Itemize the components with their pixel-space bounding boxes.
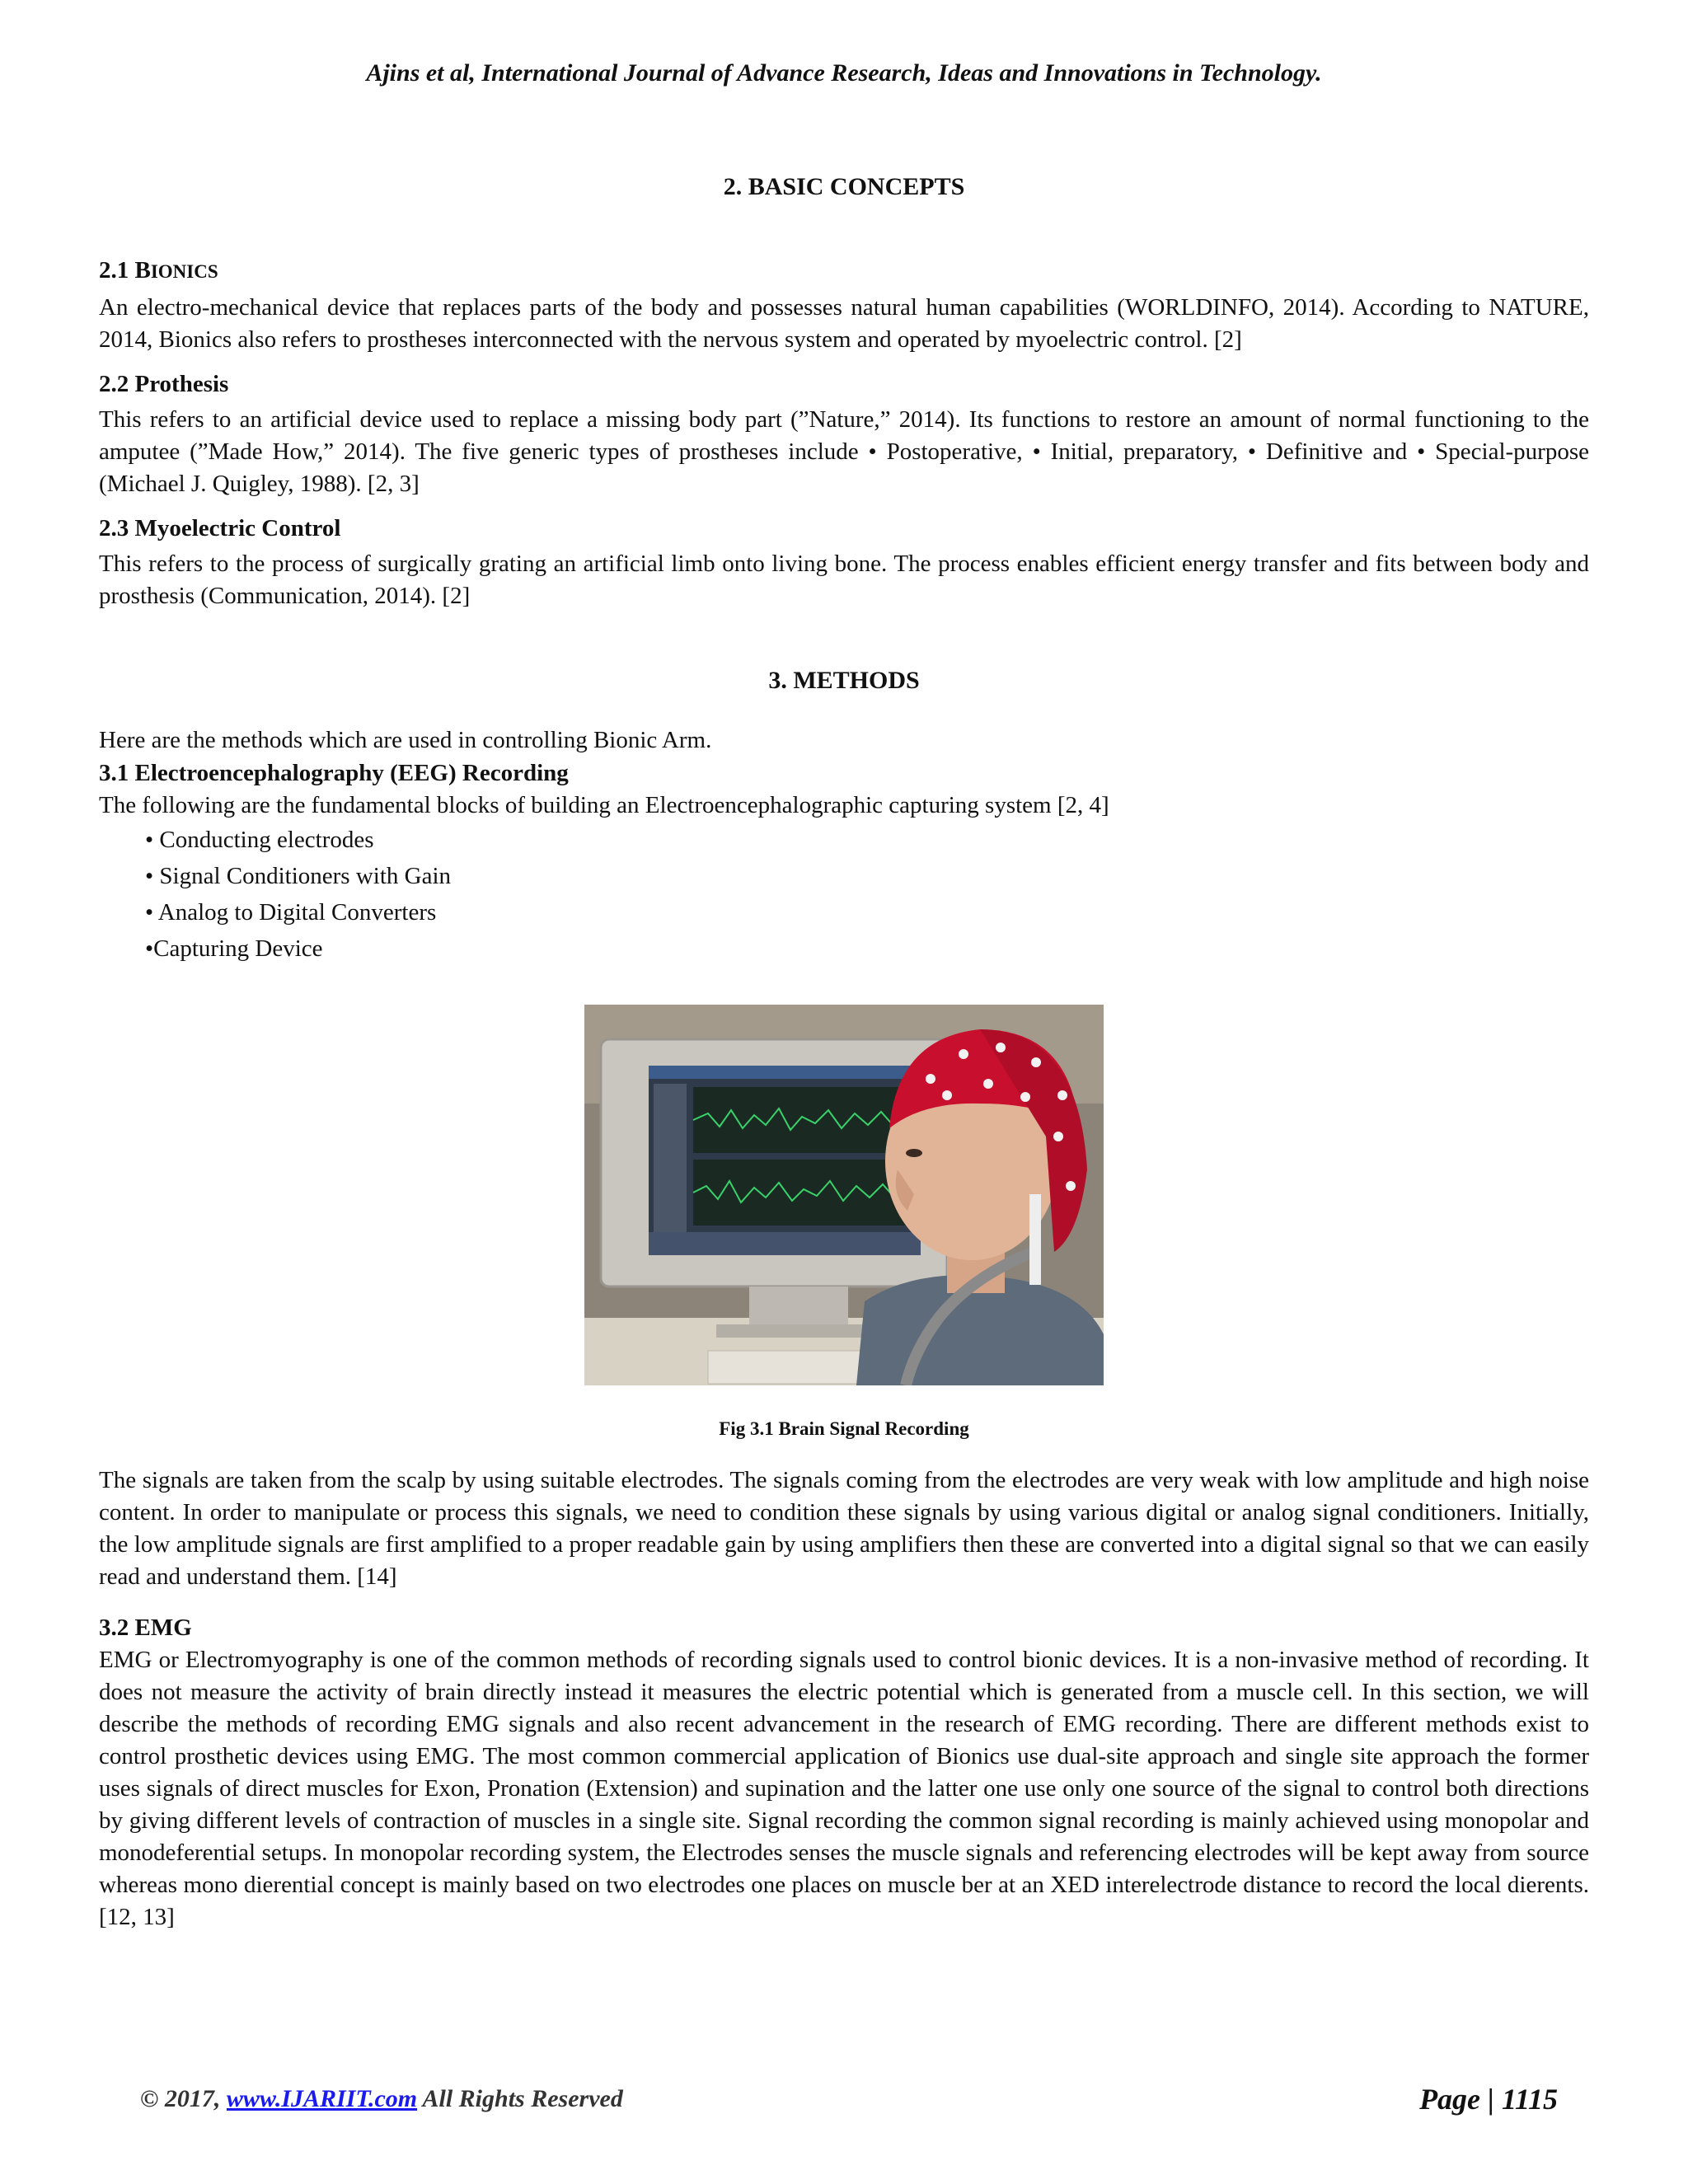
bionics-paragraph: An electro-mechanical device that replaces parts of the body and possesses natural human capabilities (WORLDINFO, 2014). According to NATURE, 2014, Bionics also refers to prostheses interconnected with the nervous system and operated by myoelectric control. [2] (99, 294, 1589, 353)
prothesis-paragraph: This refers to an artificial device used to replace a missing body part (”Nature,” 2014). Its functions to restore an amount of normal functioning to the amputee (”Made How,” 2014). The five generic types of prostheses include • Postoperative, • Initial, preparatory, • Definitive and • Special-purpose (Michael J. Quigley, 1988). [2, 3] (99, 406, 1589, 497)
methods-intro: Here are the methods which are used in controlling Bionic Arm. (99, 727, 712, 753)
copyright-prefix: © 2017, (140, 2085, 227, 2112)
figure-caption: Fig 3.1 Brain Signal Recording (719, 1418, 969, 1439)
list-item: •Capturing Device (145, 935, 323, 962)
myoelectric-paragraph: This refers to the process of surgically grating an artificial limb onto living bone. The process enables efficient energy transfer and fits between body and prosthesis (Communication, 2014). [2] (99, 551, 1589, 609)
bionics-heading-num: 2.1 (99, 257, 135, 284)
subheading-emg: 3.2 EMG (99, 1615, 192, 1641)
page-footer (140, 2085, 1558, 2118)
journal-link[interactable]: www.IJARIIT.com (226, 2085, 418, 2112)
section-title-methods: 3. METHODS (768, 667, 920, 694)
main-content (99, 173, 1589, 1933)
eeg-photo-illustration (584, 1005, 1104, 1385)
subheading-bionics (99, 254, 1589, 288)
bionics-heading-first: B (134, 257, 151, 284)
section-title-basic-concepts: 2. BASIC CONCEPTS (723, 173, 965, 200)
subheading-eeg: 3.1 Electroencephalography (EEG) Recording (99, 760, 569, 786)
subheading-myoelectric: 2.3 Myoelectric Control (99, 515, 341, 541)
bionics-heading-rest: IONICS (150, 261, 218, 282)
figure-eeg-photo (584, 1005, 1104, 1385)
emg-paragraph: EMG or Electromyography is one of the common methods of recording signals used to control bionic devices. It is a non-invasive method of recording. It does not measure the activity of brain directly instead it measures the electric potential which is generated from a muscle cell. In this section, we will describe the methods of recording EMG signals and also recent advancement in the research of EMG recording. There are different methods exist to control prosthetic devices using EMG. The most common commercial application of Bionics use dual-site approach and single site approach the former uses signals of direct muscles for Exon, Pronation (Extension) and supination and the latter one use only one source of the signal to control both directions by giving different levels of contraction of muscles in a single site. Signal recording the common signal recording is mainly achieved using monopolar and monodeferential setups. In monopolar recording system, the Electrodes senses the muscle signals and referencing electrodes will be kept away from source whereas mono dierential concept is mainly based on two electrodes one places on muscle ber at an XED interelectrode distance to record the local dierents. [12, 13] (99, 1647, 1589, 1930)
list-item: • Conducting electrodes (145, 827, 374, 853)
eeg-after-paragraph: The signals are taken from the scalp by using suitable electrodes. The signals coming from the electrodes are very weak with low amplitude and high noise content. In order to manipulate or process this signals, we need to condition these signals by using various digital or analog signal conditioners. Initially, the low amplitude signals are first amplified to a proper readable gain by using amplifiers then these are converted into a digital signal so that we can easily read and understand them. [14] (99, 1467, 1589, 1590)
list-item: • Analog to Digital Converters (145, 899, 437, 926)
eeg-paragraph: The following are the fundamental blocks of building an Electroencephalographic capturing system [2, 4] (99, 792, 1109, 818)
list-item: • Signal Conditioners with Gain (145, 863, 452, 889)
footer-copyright (140, 2085, 623, 2113)
subheading-prothesis: 2.2 Prothesis (99, 371, 229, 397)
running-head: Ajins et al, International Journal of Advance Research, Ideas and Innovations in Technology. (366, 59, 1322, 87)
page-number: Page | 1115 (1419, 2083, 1558, 2116)
eeg-bullet-list (145, 822, 1589, 967)
copyright-suffix: All Rights Reserved (417, 2085, 623, 2112)
